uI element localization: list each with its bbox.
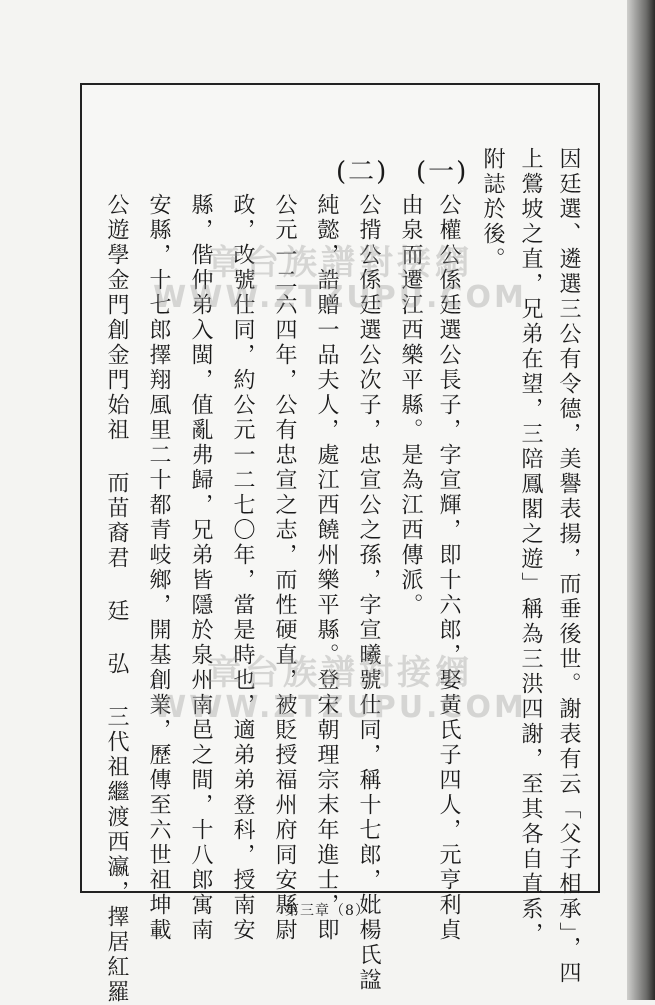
text-column-1: 因廷選、遴選三公有令德，美譽表揚，而垂後世。謝表有云「父子相承」，四 [556, 147, 581, 986]
page-footer: 第三章（8） [285, 903, 370, 919]
section-marker-2: (二) [336, 157, 389, 187]
text-column-9: 政，改號仕同，約公元一二七〇年，當是時也，適弟弟登科，授南安 [230, 193, 255, 943]
watermark-text-2: 章台族譜對接網 [207, 653, 473, 693]
text-column-11: 安縣，十七郎擇翔風里二十都青岐鄉，開基創業，歷傳至六世祖坤載 [146, 193, 171, 943]
text-column-10: 縣，偕仲弟入閩，值亂弗歸，兄弟皆隱於泉州南邑之間，十八郎寓南 [188, 193, 213, 943]
section-marker-1: (一) [416, 157, 469, 187]
text-column-4: 公權公係廷選公長子，字宣輝，即十六郎，娶黃氏子四人，元亨利貞 [436, 193, 461, 943]
watermark-url-1: WWW.ZTZUPU.COM [153, 280, 527, 315]
text-column-8: 公元一二六四年，公有忠宣之志，而性硬直，被貶授福州府同安縣尉 [272, 193, 297, 943]
text-column-7: 純懿，誥贈一品夫人，處江西饒州樂平縣。登宋朝理宗末年進士，即 [314, 193, 339, 943]
text-column-5: 由泉而遷江西樂平縣。是為江西傳派。 [398, 193, 423, 618]
watermark-text-1: 章台族譜對接網 [207, 243, 473, 283]
text-column-6: 公揹公係廷選公次子，忠宣公之孫，字宣曦號仕同，稱十七郎，妣楊氏諡 [356, 193, 381, 993]
text-column-12: 公遊學金門創金門始祖 而苗裔君 廷 弘 三代祖繼渡西瀛，擇居紅羅 [104, 193, 129, 1005]
text-column-3: 附誌於後。 [480, 147, 505, 272]
watermark-url-2: WWW.ZTZUPU.COM [153, 690, 527, 725]
text-column-2: 上鶯坡之直，兄弟在望，三陪鳳閣之遊」稱為三洪四謝，至其各自直系， [518, 147, 543, 947]
page-edge-shadow [627, 0, 655, 1000]
